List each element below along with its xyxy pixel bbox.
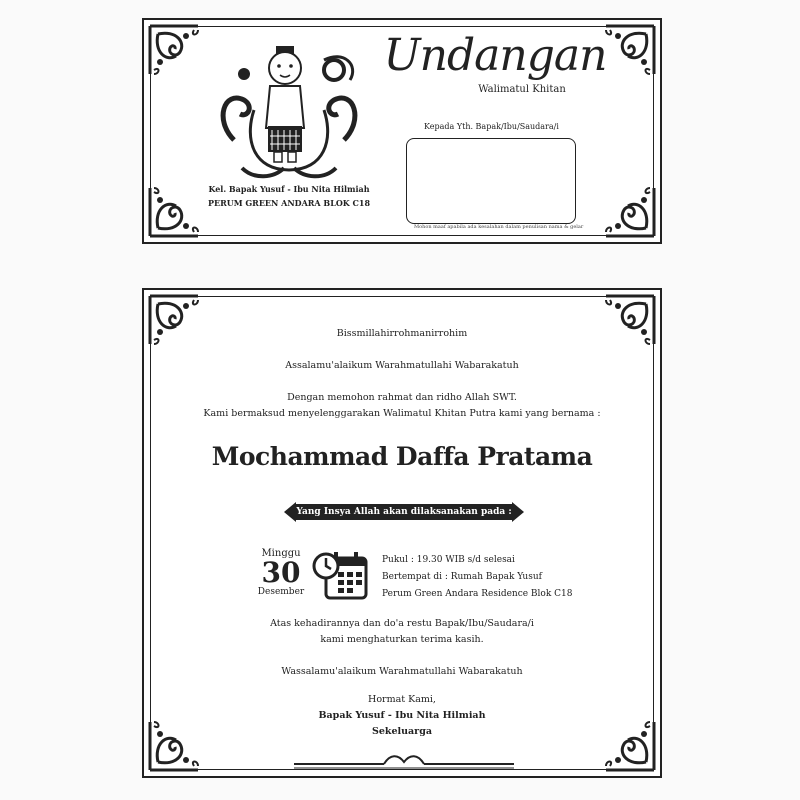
calendar-clock-icon (312, 546, 370, 604)
event-time: Pukul : 19.30 WIB s/d selesai (382, 555, 515, 565)
recipient-name-box (406, 138, 576, 224)
closing-line-2: kami menghaturkan terima kasih. (320, 634, 484, 645)
closing-line-1: Atas kehadirannya dan do'a restu Bapak/Ibu/Saudara/i (270, 618, 534, 629)
corner-ornament-icon (602, 22, 658, 78)
apology-note: Mohon maaf apabila ada kesalahan dalam penulisan nama & gelar (414, 224, 584, 230)
corner-ornament-icon (146, 292, 202, 348)
family-address: PERUM GREEN ANDARA BLOK C18 (207, 198, 371, 208)
schedule-banner (284, 502, 524, 522)
event-details (382, 552, 573, 603)
intro-line-1: Dengan memohon rahmat dan ridho Allah SWT. (287, 392, 517, 403)
corner-ornament-icon (602, 184, 658, 240)
invitation-title: Undangan (383, 30, 607, 81)
opening-greeting: Assalamu'alaikum Warahmatullahi Wabarakatuh (285, 360, 519, 371)
child-name: Mochammad Daffa Pratama (211, 442, 593, 471)
corner-ornament-icon (146, 22, 202, 78)
intro-line-2: Kami bermaksud menyelenggarakan Walimatul Khitan Putra kami yang bernama : (203, 408, 601, 419)
family-name: Kel. Bapak Yusuf - Ibu Nita Hilmiah (208, 184, 370, 194)
regards: Hormat Kami, (368, 694, 436, 705)
corner-ornament-icon (602, 292, 658, 348)
event-month: Desember (257, 587, 305, 597)
host-names: Bapak Yusuf - Ibu Nita Hilmiah (318, 710, 486, 721)
envelope-card (142, 18, 662, 244)
event-day-number: 30 (261, 556, 301, 589)
bottom-ornament-icon (294, 752, 514, 770)
host-family: Sekeluarga (371, 726, 432, 737)
invitation-card (142, 288, 662, 778)
recipient-label: Kepada Yth. Bapak/Ibu/Saudara/i (424, 122, 559, 131)
schedule-banner-text: Yang Insya Allah akan dilaksanakan pada : (294, 504, 514, 520)
event-date (254, 548, 308, 597)
basmalah: Bissmillahirrohmanirrohim (336, 328, 468, 339)
event-day: Minggu (261, 548, 301, 559)
event-place: Bertempat di : Rumah Bapak Yusuf (382, 572, 542, 582)
boy-illustration-icon (214, 40, 364, 190)
invitation-subtitle: Walimatul Khitan (478, 84, 566, 95)
event-address: Perum Green Andara Residence Blok C18 (382, 589, 573, 599)
farewell-greeting: Wassalamu'alaikum Warahmatullahi Wabarakatuh (281, 666, 523, 677)
